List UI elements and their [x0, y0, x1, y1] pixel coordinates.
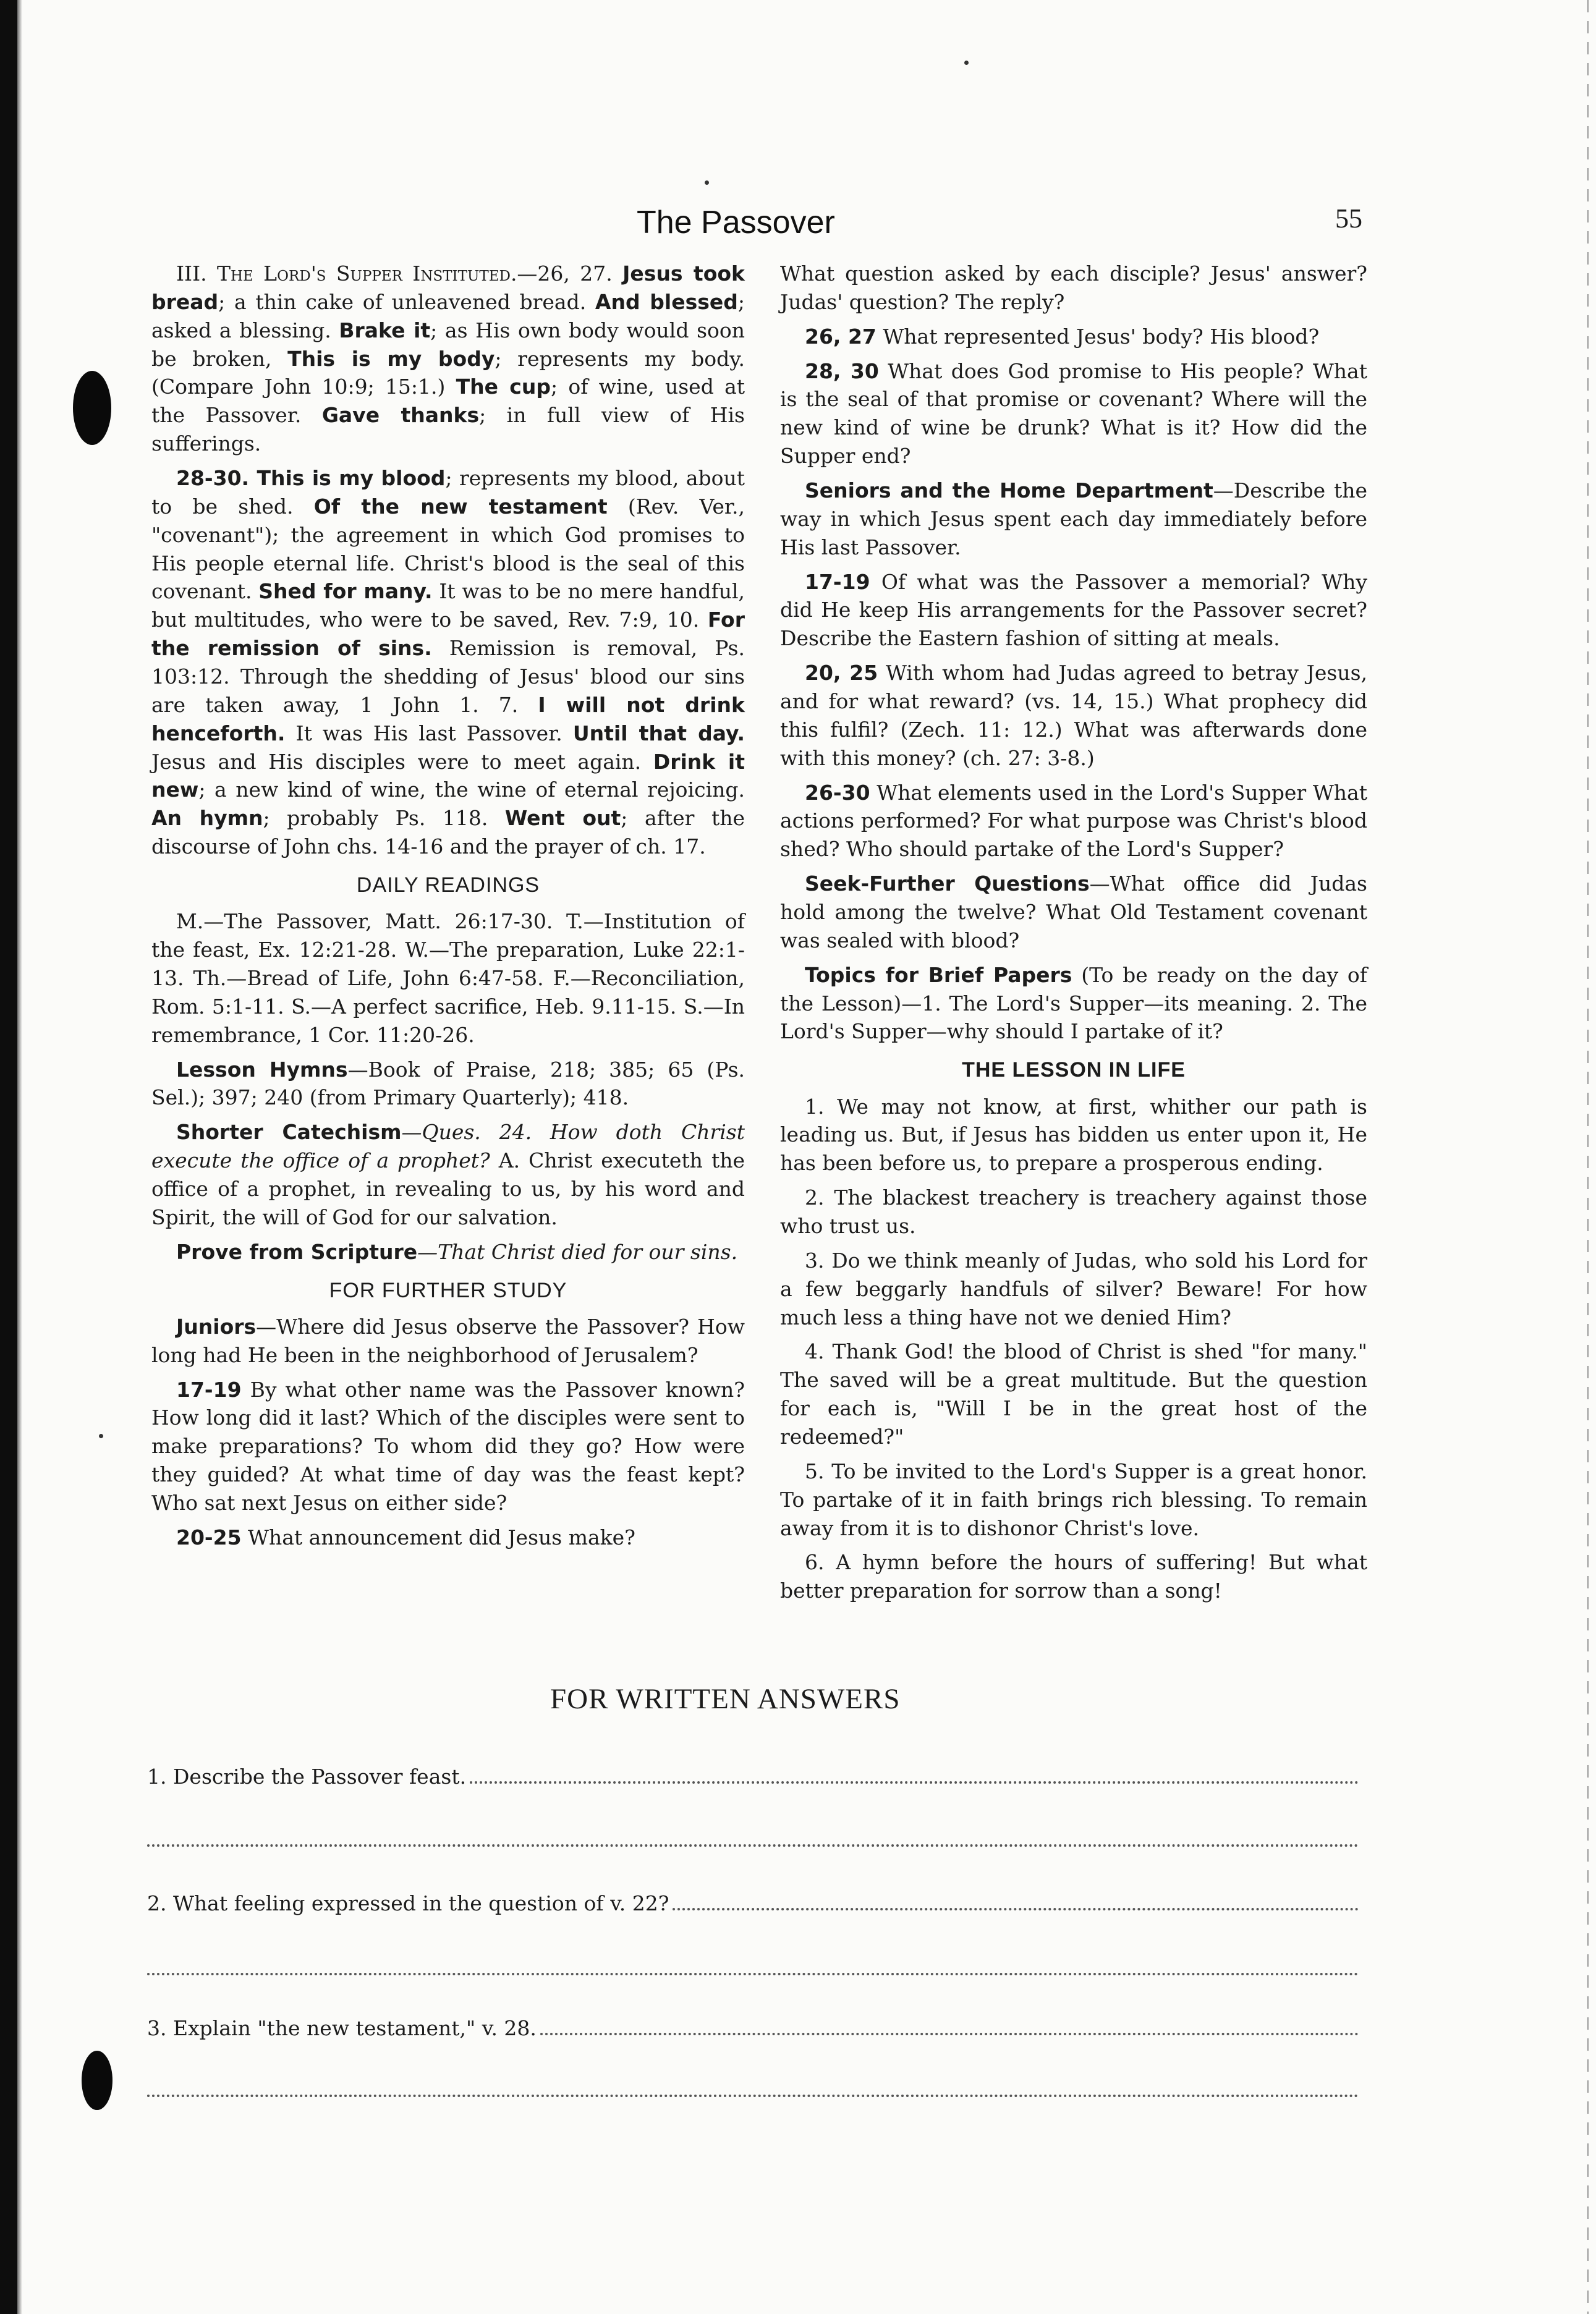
scan-binding-shadow [17, 0, 22, 2314]
life-point-1: 1. We may not know, at first, whither our path is leading us. But, if Jesus has bidden us enter upon it, He has been before us, to prepare a prosperous ending. [780, 1094, 1367, 1176]
life-point-5: 5. To be invited to the Lord's Supper is a great honor. To partake of it in faith brings rich blessing. To remain away from it is to dishonor Christ's love. [780, 1459, 1367, 1540]
gloss: ; as His own body would soon be broken, [151, 318, 745, 371]
term: I will not drink henceforth. [151, 692, 745, 745]
term: An hymn [151, 806, 263, 831]
scan-speck [964, 61, 969, 65]
verse-range: 17-19 [176, 1377, 242, 1402]
page-number: 55 [1335, 203, 1362, 234]
shorter-catechism [151, 1118, 745, 1231]
verse-range: 20-25 [176, 1525, 242, 1549]
answer-blank[interactable] [540, 2030, 1359, 2035]
lesson-hymns [151, 1056, 745, 1112]
answer-blank[interactable] [470, 1779, 1359, 1784]
answer-blank-continuation[interactable] [147, 1842, 1359, 1847]
scan-speck [705, 180, 709, 185]
gloss: (Rev. Ver., "covenant"); the agreement in which God promises to His people eternal life. Christ's blood is the seal of this covenant. [151, 494, 745, 604]
question-2-label: 2. What feeling expressed in the question of v. 22? [147, 1891, 669, 1915]
right-edge-rule [1587, 0, 1589, 2314]
term: The cup [456, 375, 551, 399]
questions-continued: What question asked by each disciple? Jesus' answer? Judas' question? The reply? [780, 261, 1367, 314]
punch-hole-mark [82, 2051, 112, 2110]
gloss: Remission is removal, Ps. 103:12. Through the shedding of Jesus' blood our sins are taken away, 1 John 1. 7. [151, 636, 745, 717]
further-study-heading: FOR FURTHER STUDY [329, 1278, 567, 1302]
gloss: Jesus and His disciples were to meet again. [151, 749, 642, 774]
term: 28-30. This is my blood [176, 466, 446, 491]
gloss: ; represents my blood, about to be shed. [151, 466, 745, 519]
juniors-text: —Where did Jesus observe the Passover? How long had He been in the neighborhood of Jerusalem? [151, 1314, 745, 1367]
questions-28-30 [780, 357, 1367, 470]
life-point-6: 6. A hymn before the hours of suffering! But what better preparation for sorrow than a song! [780, 1550, 1367, 1603]
questions-17-19 [151, 1376, 745, 1517]
verse-range: 17-19 [805, 569, 870, 594]
seek-text: —What office did Judas hold among the twelve? What Old Testament covenant was sealed with blood? [780, 871, 1367, 952]
right-column [780, 260, 1367, 1611]
seniors-text: —Describe the way in which Jesus spent each day immediately before His last Passover. [780, 478, 1368, 559]
lesson-hymns-text: —Book of Praise, 218; 385; 65 (Ps. Sel.); 397; 240 (from Primary Quarterly); 418. [151, 1057, 745, 1110]
punch-hole-mark [73, 371, 111, 445]
scan-speck [99, 1434, 103, 1438]
gloss: ; in full view of His sufferings. [151, 403, 745, 456]
questions-20-25 [151, 1524, 745, 1552]
seek-further-questions [780, 870, 1367, 955]
term: Shed for many. [258, 579, 433, 604]
answer-row-1[interactable] [147, 1765, 1359, 1789]
section-lead: III. The Lord's Supper Instituted.—26, 27. [176, 261, 613, 286]
verse-range: 26, 27 [805, 324, 877, 349]
verse-range: 20, 25 [805, 661, 878, 685]
term: And blessed [595, 289, 738, 314]
prove-text: —That Christ died for our sins. [417, 1239, 738, 1264]
term: Went out [504, 806, 621, 831]
seniors-questions [780, 477, 1367, 562]
question-text: By what other name was the Passover known? How long did it last? Which of the disciples were sent to make preparations? To whom did they go? How were they guided? At what time of day was the feast kept? Who sat next Jesus on either side? [151, 1377, 745, 1515]
life-point-2: 2. The blackest treachery is treachery against those who trust us. [780, 1185, 1367, 1239]
question-text: With whom had Judas agreed to betray Jesus, and for what reward? (vs. 14, 15.) What prophecy did this fulfil? (Zech. 11: 12.) What was afterwards done with this money? (ch. 27: 3-8.) [780, 661, 1367, 770]
term: For the remission of sins. [151, 608, 745, 661]
left-column [151, 260, 745, 1558]
gloss: It was His last Passover. [295, 721, 562, 745]
seniors-label: Seniors and the Home Department [805, 478, 1213, 503]
answer-blank-continuation[interactable] [147, 1970, 1359, 1975]
daily-readings-text: M.—The Passover, Matt. 26:17-30. T.—Institution of the feast, Ex. 12:21-28. W.—The preparation, Luke 22:1-13. Th.—Bread of Life, John 6:47-58. F.—Reconciliation, Rom. 5:1-11. S.—A perfect sacrifice, Heb. 9.11-15. S.—In remembrance, 1 Cor. 11:20-26. [151, 909, 745, 1047]
lesson-hymns-label: Lesson Hymns [176, 1057, 348, 1082]
lesson-section-28-30 [151, 464, 745, 861]
life-point-4: 4. Thank God! the blood of Christ is shed "for many." The saved will be a great multitude. But the question for each is, "Will I be in the great host of the redeemed?" [780, 1339, 1367, 1449]
term: Gave thanks [321, 403, 480, 428]
juniors-label: Juniors [176, 1314, 257, 1339]
catechism-label: Shorter Catechism [176, 1120, 402, 1145]
catechism-question: —Ques. 24. How doth Christ execute the office of a prophet? [151, 1120, 745, 1173]
life-point-3: 3. Do we think meanly of Judas, who sold his Lord for a few beggarly handfuls of silver? Beware! For how much less a thing have not we denied Him? [780, 1248, 1367, 1329]
juniors-questions [151, 1313, 745, 1370]
question-text: Of what was the Passover a memorial? Why did He keep His arrangements for the Passover secret? Describe the Eastern fashion of sitting at meals. [780, 569, 1367, 651]
gloss: ; after the discourse of John chs. 14-16 and the prayer of ch. 17. [151, 806, 745, 859]
prove-from-scripture [151, 1238, 745, 1266]
gloss: ; a new kind of wine, the wine of eternal rejoicing. [198, 778, 745, 802]
seniors-17-19 [780, 568, 1367, 653]
seniors-20-25 [780, 659, 1367, 772]
term: Of the new testament [313, 494, 608, 519]
catechism-answer: A. Christ executeth the office of a prophet, in revealing to us, by his word and Spirit, the will of God for our salvation. [151, 1148, 745, 1229]
gloss: ; probably Ps. 118. [263, 806, 488, 831]
questions-26-27 [780, 323, 1367, 351]
answer-blank-continuation[interactable] [147, 2092, 1359, 2097]
seniors-26-30 [780, 779, 1367, 864]
daily-readings-heading: DAILY READINGS [356, 873, 540, 897]
lesson-section-iii [151, 260, 745, 458]
prove-label: Prove from Scripture [176, 1239, 418, 1264]
answer-row-3[interactable] [147, 2016, 1359, 2040]
gloss: ; a thin cake of unleavened bread. [218, 289, 587, 314]
term: This is my body [287, 346, 495, 371]
gloss: It was to be no mere handful, but multitudes, who were to be saved, Rev. 7:9, 10. [151, 579, 745, 632]
scan-binding-edge [0, 0, 17, 2314]
running-title: The Passover [637, 205, 835, 240]
seek-label: Seek-Further Questions [805, 871, 1090, 896]
topics-label: Topics for Brief Papers [805, 962, 1072, 987]
term: Drink it new [151, 749, 745, 802]
question-text: What does God promise to His people? What is the seal of that promise or covenant? Where will the new kind of wine be drunk? What is it? How did the Supper end? [780, 358, 1367, 468]
question-text: What elements used in the Lord's Supper What actions performed? For what purpose was Christ's blood shed? Who should partake of the Lord's Supper? [780, 780, 1367, 862]
question-3-label: 3. Explain "the new testament," v. 28. [147, 2016, 537, 2040]
answer-blank[interactable] [673, 1905, 1359, 1910]
written-answers-heading: FOR WRITTEN ANSWERS [550, 1683, 901, 1715]
lesson-in-life-heading: THE LESSON IN LIFE [962, 1058, 1186, 1082]
gloss: ; of wine, used at the Passover. [151, 375, 745, 428]
gloss: ; asked a blessing. [151, 289, 745, 342]
verse-range: 26-30 [805, 780, 870, 805]
question-1-label: 1. Describe the Passover feast. [147, 1765, 467, 1789]
topics-text: (To be ready on the day of the Lesson)—1. The Lord's Supper—its meaning. 2. The Lord's Supper—why should I partake of it? [780, 962, 1368, 1044]
question-text: What represented Jesus' body? His blood? [883, 324, 1320, 349]
gloss: ; represents my body. (Compare John 10:9; 15:1.) [151, 346, 745, 399]
verse-range: 28, 30 [805, 358, 879, 383]
term: Brake it [339, 318, 431, 342]
topics-brief-papers [780, 961, 1367, 1046]
term: Jesus took bread [151, 261, 745, 314]
answer-row-2[interactable] [147, 1891, 1359, 1915]
question-text: What announcement did Jesus make? [248, 1525, 635, 1549]
term: Until that day. [572, 721, 745, 745]
